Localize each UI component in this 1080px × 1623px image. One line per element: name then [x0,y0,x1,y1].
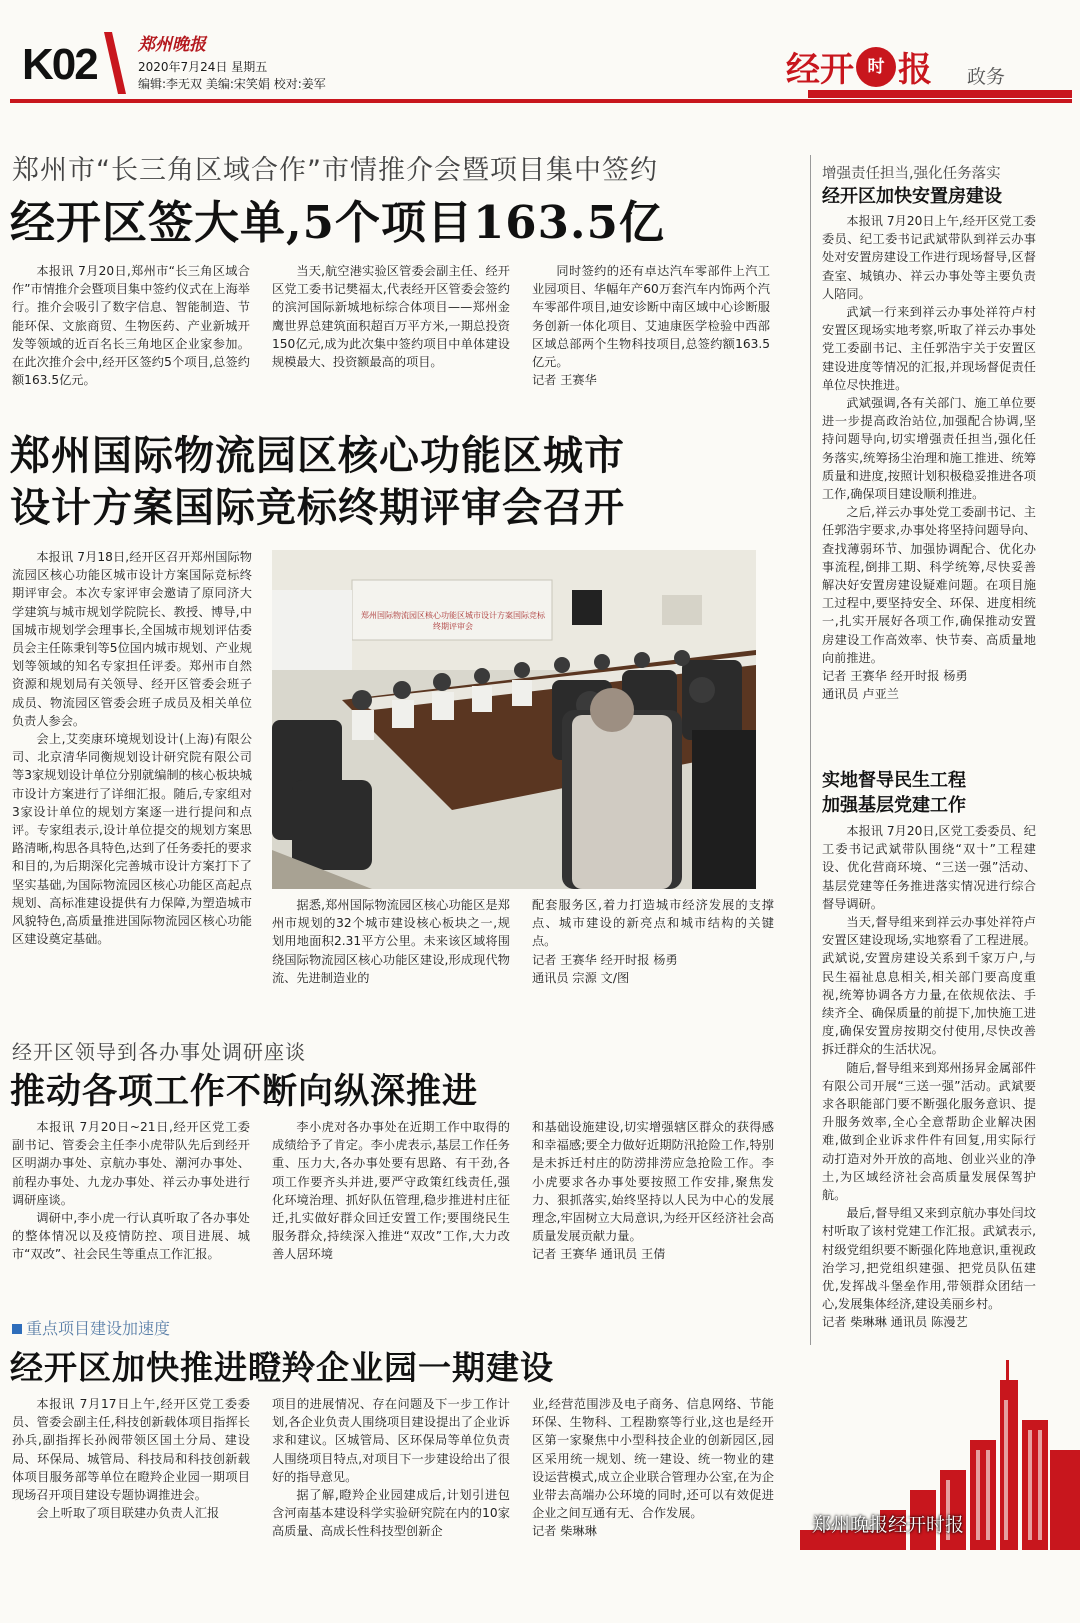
article4-col3: 业,经营范围涉及电子商务、信息网络、节能环保、生物科、工程勘察等行业,这也是经开区第一家聚焦中小型科技企业的创新园区,园区采用统一规划、统一建设、统一物业的建设运营模式,成立企业联合管理办公室,在为企业带去高端办公环境的同时,还可以有效促进企业之间互通有无、合作发展。 记者 柴琳琳 [532,1395,774,1541]
brand-post: 报 [898,50,932,90]
sidebar2-title-line2: 加强基层党建工作 [822,795,966,816]
photo-banner: 郑州国际物流园区核心功能区城市设计方案国际竞标终期评审会 [361,611,545,631]
article4-col1: 本报讯 7月17日上午,经开区党工委委员、管委会副主任,科技创新载体项目指挥长孙兵,副指挥长孙阀带领区国土分局、建设局、环保局、城管局、科技局和科技创新载体项目服务部等单位在瞪羚企业园一期项目现场召开项目建设专题协调推进会。 会上听取了项目联建办负责人汇报 [12,1397,250,1521]
sidebar1-title: 经开区加快安置房建设 [822,186,1002,207]
article1-col1: 本报讯 7月20日,郑州市“长三角区域合作”市情推介会暨项目集中签约仪式在上海举行。推介会吸引了数字信息、智能制造、节能环保、文旅商贸、生物医药、产业新城开发等领域的近百名长三角地区企业家参加。在此次推介会中,经开区签约5个项目,总签约额163.5亿元。 [12,264,250,388]
article2-title-line2: 设计方案国际竞标终期评审会召开 [10,484,625,531]
sidebar2-byline: 记者 柴琳琳 通讯员 陈漫艺 [822,1315,968,1330]
watermark-text: 郑州晚报经开时报 [812,1514,965,1536]
sidebar2-title-line1: 实地督导民生工程 [822,770,966,791]
article2-col2: 据悉,郑州国际物流园区核心功能区是郑州市规划的32个城市建设核心板块之一,规划用地面积2.31平方公里。未来该区域将围绕国际物流园区核心功能区建设,形成现代物流、先进制造业的 [272,898,510,985]
brand-logo [786,42,932,91]
meeting-photo-image [272,550,756,889]
article3-col3: 和基础设施建设,切实增强辖区群众的获得感和幸福感;要全力做好近期防汛抢险工作,特别是未拆迁村庄的防涝排涝应急抢险工作。李小虎要求各办事处要按照工作安排,聚焦发力、狠抓落实,始终坚持以人民为中心的发展理念,牢固树立大局意识,为经开区经济社会高质量发展贡献力量。 记者 王赛华 通讯员 王倩 [532,1118,774,1264]
sidebar1-lead: 增强责任担当,强化任务落实 [822,166,1001,182]
article4-byline: 记者 柴琳琳 [532,1524,597,1539]
section-tag: 重点项目建设加速度 [12,1316,170,1339]
article3-title: 推动各项工作不断向纵深推进 [10,1071,479,1112]
tag-square-icon [12,1324,22,1334]
article3-col2: 李小虎对各办事处在近期工作中取得的成绩给予了肯定。李小虎表示,基层工作任务重、压力大,各办事处要有思路、有干劲,各项工作要齐头并进,要严守政策红线责任,强化环境治理、抓好队伍管理,稳步推进村庄征迁,扎实做好群众回迁安置工作;要围绕民生服务群众,持续深入推进“双改”工作,大力改善人居环境 [272,1120,510,1262]
paper-name: 郑州晚报 [138,35,206,55]
article1-col2: 当天,航空港实验区管委会副主任、经开区党工委书记樊福太,代表经开区管委会签约的滨河国际新城地标综合体项目——郑州金鹰世界总建筑面积超百万平方米,一期总投资150亿元,成为此次集中签约项目中单体建设规模最大、投资额最高的项目。 [272,264,510,370]
article3-lead: 经开区领导到各办事处调研座谈 [12,1040,306,1064]
brand-circle: 时 [856,47,896,87]
sidebar1-byline1: 记者 王赛华 经开时报 杨勇 [822,669,968,684]
article4-title: 经开区加快推进瞪羚企业园一期建设 [10,1348,554,1387]
editor-credits: 编辑:李无双 美编:宋笑娟 校对:姜军 [138,77,326,91]
meeting-photo [272,550,756,889]
brand-pre: 经开 [786,50,854,90]
article4-col2: 项目的进展情况、存在问题及下一步工作计划,各企业负责人围绕项目建设提出了企业诉求和建议。区城管局、区环保局等单位负责人围绕项目特点,对项目下一步建设给出了很好的指导意见。 据了解,瞪羚企业园建成后,计划引进包含河南基本建设科学实验研究院在内的10家高质量、高成长性科技型创新企 [272,1397,510,1539]
article2-byline2: 通讯员 宗源 文/图 [532,970,630,985]
article1-byline: 记者 王赛华 [532,373,597,388]
article3-byline: 记者 王赛华 通讯员 王倩 [532,1247,666,1262]
article1-lead: 郑州市“长三角区域合作”市情推介会暨项目集中签约 [12,155,658,186]
page-number: K02 [22,40,97,89]
article2-byline1: 记者 王赛华 经开时报 杨勇 [532,952,678,967]
header-rule-accent [808,90,1072,98]
masthead-slash-icon [104,32,126,94]
article2-col3: 配套服务区,着力打造城市经济发展的支撑点、城市建设的新亮点和城市结构的关键点。 记者 王赛华 经开时报 杨勇 通讯员 宗源 文/图 [532,896,774,987]
issue-date: 2020年7月24日 星期五 [138,60,268,74]
sidebar2-title [822,768,1072,818]
sidebar1-body: 本报讯 7月20日上午,经开区党工委委员、纪工委书记武斌带队到祥云办事处对安置房建设工作进行现场督导,区督查室、城镇办、祥云办事处等主要负责人陪同。 武斌一行来到祥云办事处祥符卢村安置区现场实地考察,听取了祥云办事处党工委副书记、主任郭浩宇关于安置区建设进度等情况的汇报,并现场督促责任单位尽快推进。 武斌强调,各有关部门、施工单位要进一步提高政治站位,加强配合协调,坚持问题导向,切实增强责任担当,强化任务落实,统筹扬尘治理和施工推进、统筹质量和进度,按照计划积极稳妥推进各项工作,确保项目建设顺利推进。 之后,祥云办事处党工委副书记、主任郭浩宇要求,办事处将坚持问题导向、查找薄弱环节、加强协调配合、优化办事流程,倒排工期、科学统筹,尽快妥善解决好安置房建设疑难问题。在项目施工过程中,要坚持安全、环保、进度相统一,扎实开展好各项工作,确保推动安置房建设工作高效率、快节奏、高质量地向前推进。 记者 王赛华 经开时报 杨勇 通讯员 卢亚兰 [822,212,1036,703]
sidebar1-byline2: 通讯员 卢亚兰 [822,687,899,702]
section-name: 政务 [966,66,1005,88]
article1-col3: 同时签约的还有卓达汽车零部件上汽工业园项目、华幅年产60万套汽车内饰两个汽车零部件项目,迪安诊断中南区域中心诊断服务创新一体化项目、艾迪康医学检验中西部区域总部两个生物科技项目,总签约额163.5亿元。 记者 王赛华 [532,262,770,389]
sidebar2-body: 本报讯 7月20日,区党工委委员、纪工委书记武斌带队围绕“双十”工程建设、优化营商环境、“三送一强”活动、基层党建等任务推进落实情况进行综合督导调研。 当天,督导组来到祥云办事处祥符卢安置区建设现场,实地察看了工程进展。武斌说,安置房建设关系到千家万户,与民生福祉息息相关,相关部门要高度重视,统筹协调各方力量,在依规依法、手续齐全、确保质量的前提下,加快施工进度,确保安置房按期交付使用,尽快改善拆迁群众的生活状况。 随后,督导组来到郑州扬昇金属部件有限公司开展“三送一强”活动。武斌要求各职能部门要不断强化服务意识、提升服务效率,全心全意帮助企业解决困难,做到企业诉求件件有回复,用实际行动打造对外开放的高地、创业兴业的净土,为区域经济社会高质量发展保驾护航。 最后,督导组又来到京航办事处闫坟村听取了该村党建工作汇报。武斌表示,村级党组织要不断强化阵地意识,重视政治学习,把党组织建强、把党员队伍建优,发挥战斗堡垒作用,带领群众团结一心,发展集体经济,建设美丽乡村。 记者 柴琳琳 通讯员 陈漫艺 [822,822,1036,1332]
article2-title [10,430,800,534]
article1-title: 经开区签大单,5个项目163.5亿 [10,196,665,249]
article3-col1: 本报讯 7月20日~21日,经开区党工委副书记、管委会主任李小虎带队先后到经开区明湖办事处、京航办事处、潮河办事处、前程办事处、九龙办事处、祥云办事处进行调研座谈。 调研中,李小虎一行认真听取了各办事处的整体情况以及疫情防控、项目进展、城市“双改”、社会民生等重点工作汇报。 [12,1120,250,1262]
article2-col1: 本报讯 7月18日,经开区召开郑州国际物流园区核心功能区城市设计方案国际竞标终期评审会。本次专家评审会邀请了原同济大学建筑与城市规划学院院长、教授、博导,中国城市规划学会理事长,全国城市规划评估委员会主任陈秉钊等5位国内城市规划、产业规划等领域的知名专家担任评委。郑州市自然资源和规划局有关领导、经开区管委会班子成员、物流园区管委会班子成员及相关单位负责人参会。 会上,艾奕康环境规划设计(上海)有限公司、北京清华同衡规划设计研究院有限公司等3家规划设计单位分别就编制的核心板块城市设计方案进行了详细汇报。随后,专家组对3家设计单位的规划方案逐一进行提问和点评。专家组表示,设计单位提交的规划方案思路清晰,构思各具特色,达到了任务委托的要求和目的,为后期深化完善城市设计方案打下了坚实基础,为国际物流园区核心功能区高起点规划、高标准建设提供有力保障,为塑造城市风貌特色,高质量推进国际物流园区核心功能区建设奠定基础。 [12,550,252,947]
header-rule [10,99,1072,103]
sidebar-divider [810,155,811,1345]
article2-title-line1: 郑州国际物流园区核心功能区城市 [10,432,625,479]
